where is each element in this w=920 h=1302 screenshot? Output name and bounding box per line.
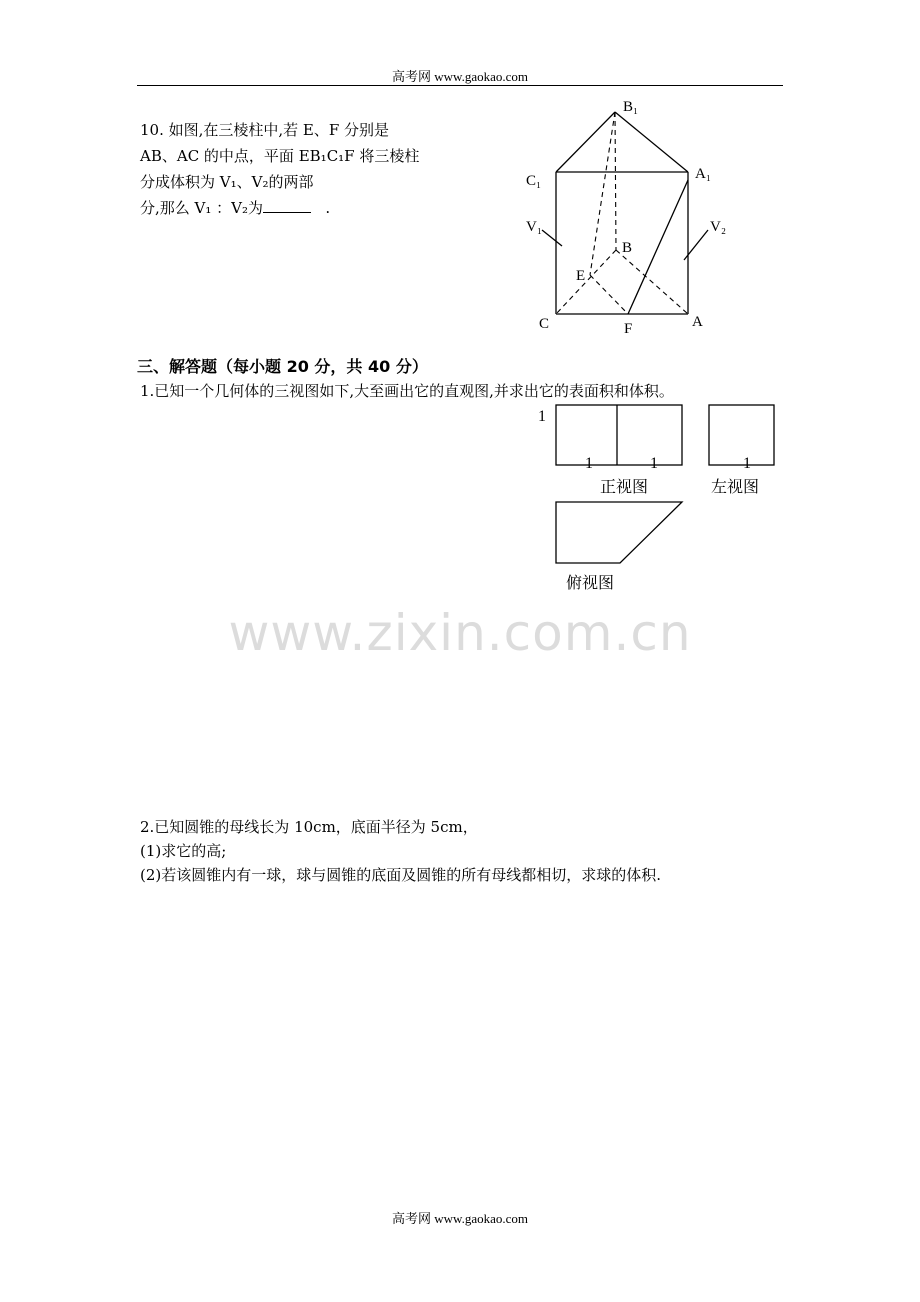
section-title: 三、解答题（每小题 20 分，共 40 分）	[137, 357, 428, 376]
q10-line-4-period: .	[325, 199, 331, 217]
label-V2: V₂	[710, 219, 727, 235]
label-V1: V₁	[526, 219, 543, 235]
front-view-label: 正视图	[600, 477, 649, 496]
q10-line-1: 10. 如图,在三棱柱中,若 E、F 分别是	[140, 121, 390, 139]
label-A: A	[692, 314, 703, 330]
label-B1: B₁	[623, 99, 639, 115]
label-A1: A₁	[695, 166, 712, 182]
side-view-label: 左视图	[711, 477, 760, 496]
label-E: E	[576, 268, 586, 284]
problem-1: 1.已知一个几何体的三视图如下,大至画出它的直观图,并求出它的表面积和体积。	[140, 382, 674, 400]
problem-2	[140, 815, 661, 887]
front-dimension-1: 1	[585, 455, 593, 472]
q10-line-2: AB、AC 的中点，平面 EB₁C₁F 将三棱柱	[140, 147, 420, 165]
top-view-label: 俯视图	[566, 573, 615, 592]
q10-line-3: 分成体积为 V₁、V₂的两部	[140, 173, 314, 191]
p2-line-2: (1)求它的高;	[140, 842, 227, 860]
label-C: C	[539, 316, 550, 332]
watermark: www.zixin.com.cn	[228, 604, 692, 662]
q10-line-4-text: 分,那么 V₁ ：V₂为	[140, 199, 263, 217]
p2-line-3: (2)若该圆锥内有一球，球与圆锥的底面及圆锥的所有母线都相切，求球的体积.	[140, 866, 662, 884]
side-dimension: 1	[743, 455, 751, 472]
side-view-rect	[709, 405, 774, 465]
top-view-shape	[556, 502, 682, 563]
p2-line-1: 2.已知圆锥的母线长为 10cm，底面半径为 5cm，	[140, 818, 478, 836]
front-view-rect	[556, 405, 682, 465]
label-F: F	[624, 321, 633, 337]
front-dimension-2: 1	[650, 455, 658, 472]
page-footer: 高考网 www.gaokao.com	[392, 1211, 528, 1226]
label-B: B	[622, 240, 633, 256]
height-dimension: 1	[538, 408, 546, 425]
label-C1: C₁	[526, 173, 542, 189]
page-header: 高考网 www.gaokao.com	[392, 69, 528, 84]
